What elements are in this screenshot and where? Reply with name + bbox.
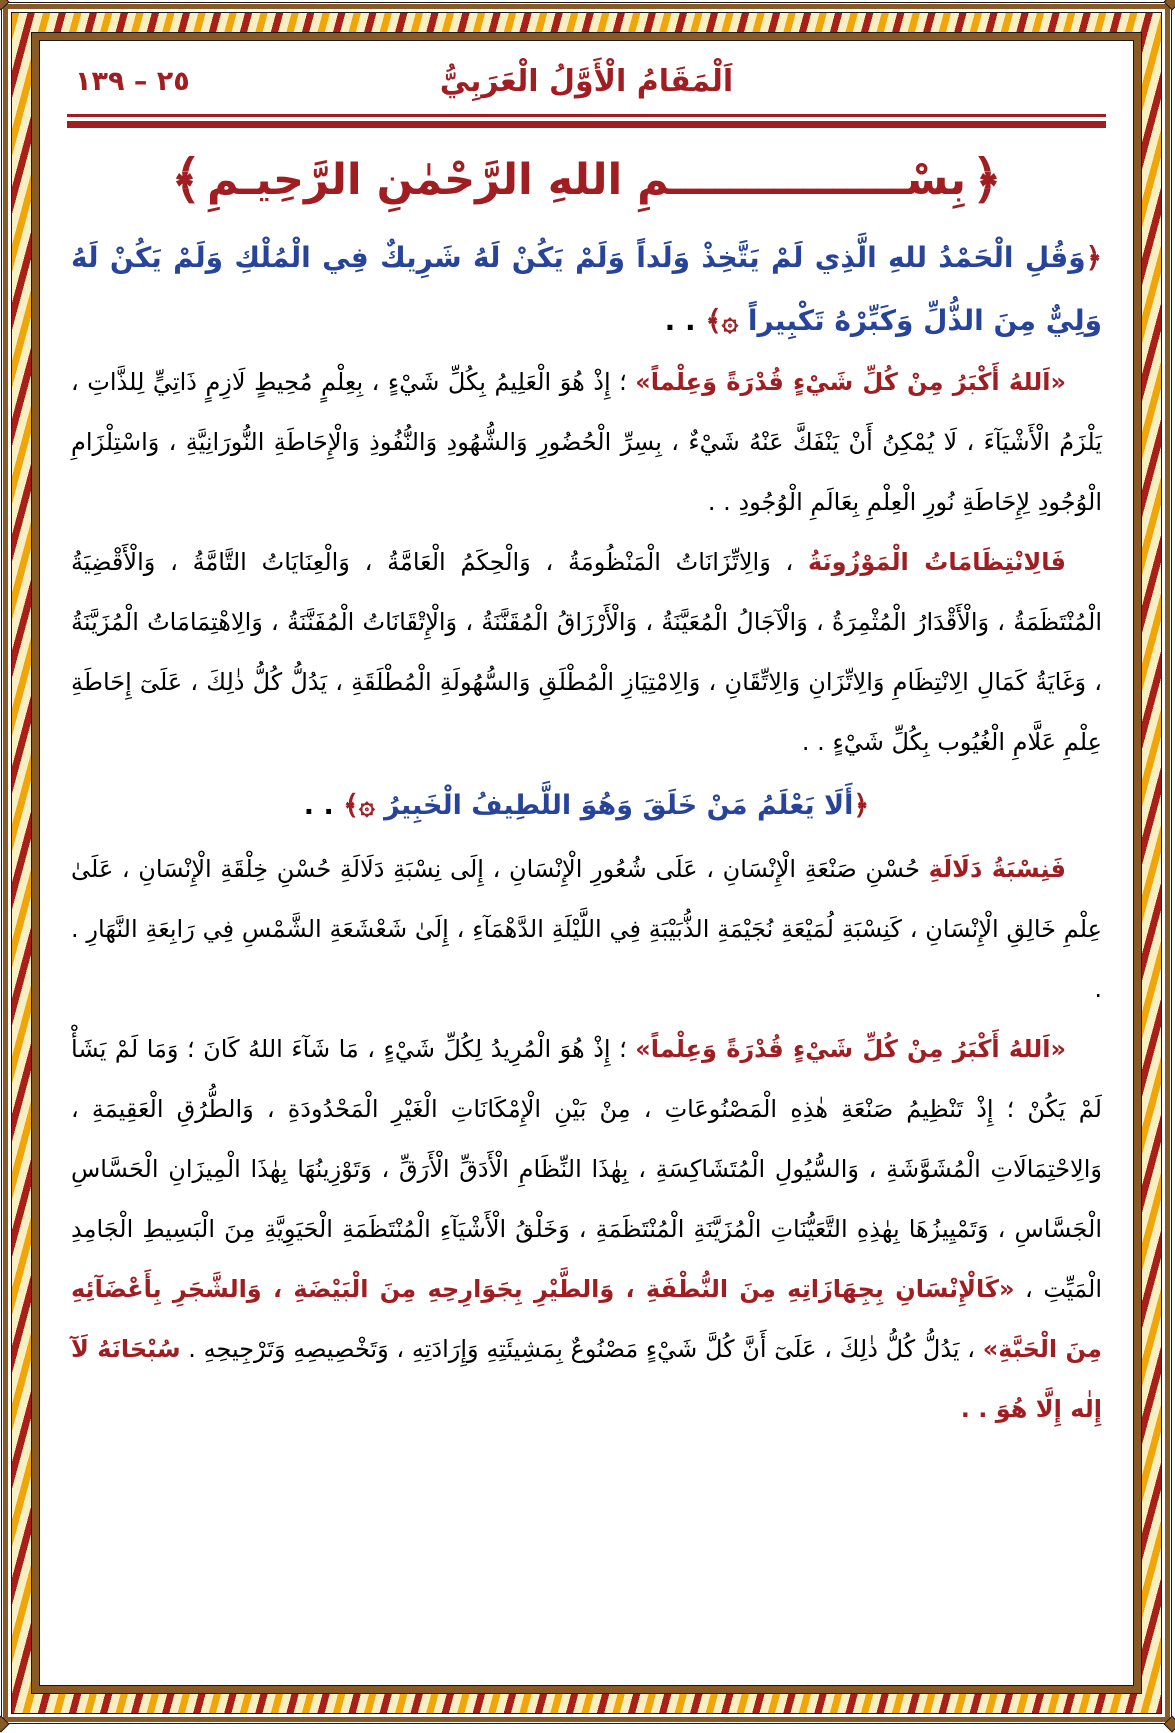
text-segment-black: . . bbox=[665, 304, 707, 337]
frame-brown-band bbox=[4, 4, 1171, 1722]
text-segment-black: ؛ إِذْ هُوَ الْعَلِيمُ بِكُلِّ شَيْءٍ ، بِعِلْمٍ مُحِيطٍ لَازِمٍ ذَاتِيٍّ لِلذَّاتِ ، يَلْزَمُ الْأَشْيَآءَ ، لَا يُمْكِنُ أَنْ يَنْفَكَّ عَنْهُ شَيْءٌ ، بِسِرِّ الْحُضُورِ وَالشُّهُودِ وَالنُّفُوذِ وَالْإِحَاطَةِ النُّورَانِيَّةِ ، وَاسْتِلْزَامِ الْوُجُودِ لِإِحَاطَةِ نُورِ الْعِلْمِ بِعَالَمِ الْوُجُودِ . . bbox=[72, 368, 1103, 516]
takbir-knowledge-paragraph bbox=[72, 352, 1103, 532]
text-segment-red: ۞ bbox=[722, 304, 740, 337]
page-title: اَلْمَقَامُ الْأَوَّلُ الْعَرَبِيُّ bbox=[440, 64, 735, 99]
page-reference-number: ٢٥ – ١٣٩ bbox=[76, 66, 191, 97]
text-segment-red: ۞ bbox=[359, 790, 376, 821]
basmala-right-ornament-icon: ﴿ bbox=[972, 150, 1004, 210]
text-segment-red: فَنِسْبَةُ دَلَالَةِ bbox=[929, 855, 1067, 883]
text-segment-red: «كَالْإِنْسَانِ بِجِهَازَاتِهِ مِنَ النُّطْفَةِ ، وَالطَّيْرِ بِجَوَارِحِهِ مِنَ الْبَيْضَةِ ، وَالشَّجَرِ بِأَعْضَآئِهِ مِنَ الْحَبَّةِ» bbox=[72, 1275, 1104, 1363]
document-body bbox=[68, 220, 1107, 1439]
basmala-left-ornament-icon: ﴾ bbox=[171, 150, 203, 210]
basmala-calligraphy bbox=[68, 128, 1107, 220]
text-segment-black: ، يَدُلُّ كُلُّ ذٰلِكَ ، عَلَىٓ أَنَّ كُلَّ شَيْءٍ مَصْنُوعٌ بِمَشِيئَتِهِ وَإِرَادَتِهِ ، وَتَخْصِيصِهِ وَتَرْجِيحِهِ . bbox=[181, 1335, 984, 1363]
frame-outer-line bbox=[2, 2, 1173, 1724]
basmala-text: بِسْــــــــــــــــمِ اللهِ الرَّحْمٰنِ الرَّحِيـمِ bbox=[208, 155, 967, 205]
frame-inner-band bbox=[33, 33, 1142, 1693]
takbir-will-paragraph bbox=[72, 1019, 1103, 1439]
quran-verse-tawhid bbox=[72, 226, 1103, 352]
text-segment-red: فَالِانْتِظَامَاتُ الْمَوْزُونَةُ bbox=[809, 548, 1067, 576]
text-segment-red: ﴿ bbox=[1086, 241, 1103, 274]
text-segment-red: ﴾ bbox=[344, 790, 360, 821]
text-segment-black: حُسْنِ صَنْعَةِ الْإِنْسَانِ ، عَلَى شُعُورِ الْإِنْسَانِ ، إِلَى نِسْبَةِ دَلَالَةِ حُسْنِ خِلْقَةِ الْإِنْسَانِ ، عَلَىٰ عِلْمِ خَالِقِ الْإِنْسَانِ ، كَنِسْبَةِ لُمَيْعَةِ نُجَيْمَةِ الذُّبَيْبَةِ فِي اللَّيْلَةِ الدَّهْمَآءِ ، إِلَىٰ شَعْشَعَةِ الشَّمْسِ فِي رَابِعَةِ النَّهَارِ . . bbox=[72, 855, 1103, 1003]
text-segment-red: ﴿ bbox=[854, 790, 871, 821]
text-segment-black: ، وَالِاتِّزَانَاتُ الْمَنْظُومَةُ ، وَالْحِكَمُ الْعَامَّةُ ، وَالْعِنَايَاتُ التَّامَّةُ ، وَالْأَقْضِيَةُ الْمُنْتَظَمَةُ ، وَالْأَقْدَارُ الْمُثْمِرَةُ ، وَالْآجَالُ الْمُعَيَّنَةُ ، وَالْأَرْزَاقُ الْمُقَنَّنَةُ ، وَالْإِتْقَانَاتُ الْمُفَنَّنَةُ ، وَالِاهْتِمَامَاتُ الْمُزَيَّنَةُ ، وَغَايَةُ كَمَالِ الِانْتِظَامِ وَالِاتِّزَانِ وَالِاتِّقَانِ ، وَالِامْتِيَازِ الْمُطْلَقِ وَالسُّهُولَةِ الْمُطْلَقَةِ ، يَدُلُّ كُلُّ ذٰلِكَ ، عَلَىٓ إِحَاطَةِ عِلْمِ عَلَّامِ الْغُيُوب بِكُلِّ شَيْءٍ . . bbox=[72, 548, 1103, 756]
frame-chain-pattern bbox=[12, 12, 1163, 1714]
text-segment-black: ؛ إِذْ هُوَ الْمُرِيدُ لِكُلِّ شَيْءٍ ، مَا شَآءَ اللهُ كَانَ ؛ وَمَا لَمْ يَشَأْ لَمْ يَكُنْ ؛ إِذْ تَنْظِيمُ صَنْعَةِ هٰذِهِ الْمَصْنُوعَاتِ ، مِنْ بَيْنِ الْإِمْكَانَاتِ الْغَيْرِ الْمَحْدُودَةِ ، وَالطُّرُقِ الْعَقِيمَةِ ، وَالِاحْتِمَالَاتِ الْمُشَوَّشَةِ ، وَالسُّيُولِ الْمُتَشَاكِسَةِ ، بِهٰذَا النِّظَامِ الْأَدَقِّ الْأَرَقِّ ، وَتَوْزِينُهَا بِهٰذَا الْمِيزَانِ الْحَسَّاسِ الْجَسَّاسِ ، وَتَمْيِيزُهَا بِهٰذِهِ التَّعَيُّنَاتِ الْمُزَيَّنَةِ الْمُنْتَظَمَةِ ، وَخَلْقُ الْأَشْيَآءِ الْمُنْتَظَمَةِ الْحَيَوِيَّةِ مِنَ الْبَسِيطِ الْجَامِدِ الْمَيِّتِ ، bbox=[72, 1035, 1103, 1303]
header-double-rule bbox=[68, 114, 1107, 128]
text-segment-red: ﴾ bbox=[706, 304, 723, 337]
ordered-systems-paragraph bbox=[72, 532, 1103, 772]
text-segment-red: «اَللهُ أَكْبَرُ مِنْ كُلِّ شَيْءٍ قُدْرَةً وَعِلْماً» bbox=[636, 368, 1067, 396]
text-segment-black: . . bbox=[304, 790, 345, 821]
text-segment-blue: أَلَا يَعْلَمُ مَنْ خَلَقَ وَهُوَ اللَّطِيفُ الْخَبِيرُ bbox=[375, 790, 855, 821]
text-segment-red: سُبْحَانَهُ لَآ إِلٰه إِلَّا هُوَ . . bbox=[72, 1335, 1103, 1423]
text-segment-blue: وَقُلِ الْحَمْدُ للهِ الَّذِي لَمْ يَتَّخِذْ وَلَداً وَلَمْ يَكُنْ لَهُ شَرِيكٌ فِي الْمُلْكِ وَلَمْ يَكُنْ لَهُ وَلِيٌّ مِنَ الذُّلِّ وَكَبِّرْهُ تَكْبِيراً bbox=[72, 241, 1103, 337]
quran-verse-latif bbox=[72, 774, 1103, 837]
analogy-paragraph bbox=[72, 839, 1103, 1019]
text-segment-red: «اَللهُ أَكْبَرُ مِنْ كُلِّ شَيْءٍ قُدْرَةً وَعِلْماً» bbox=[636, 1035, 1067, 1063]
page-header bbox=[68, 56, 1107, 108]
